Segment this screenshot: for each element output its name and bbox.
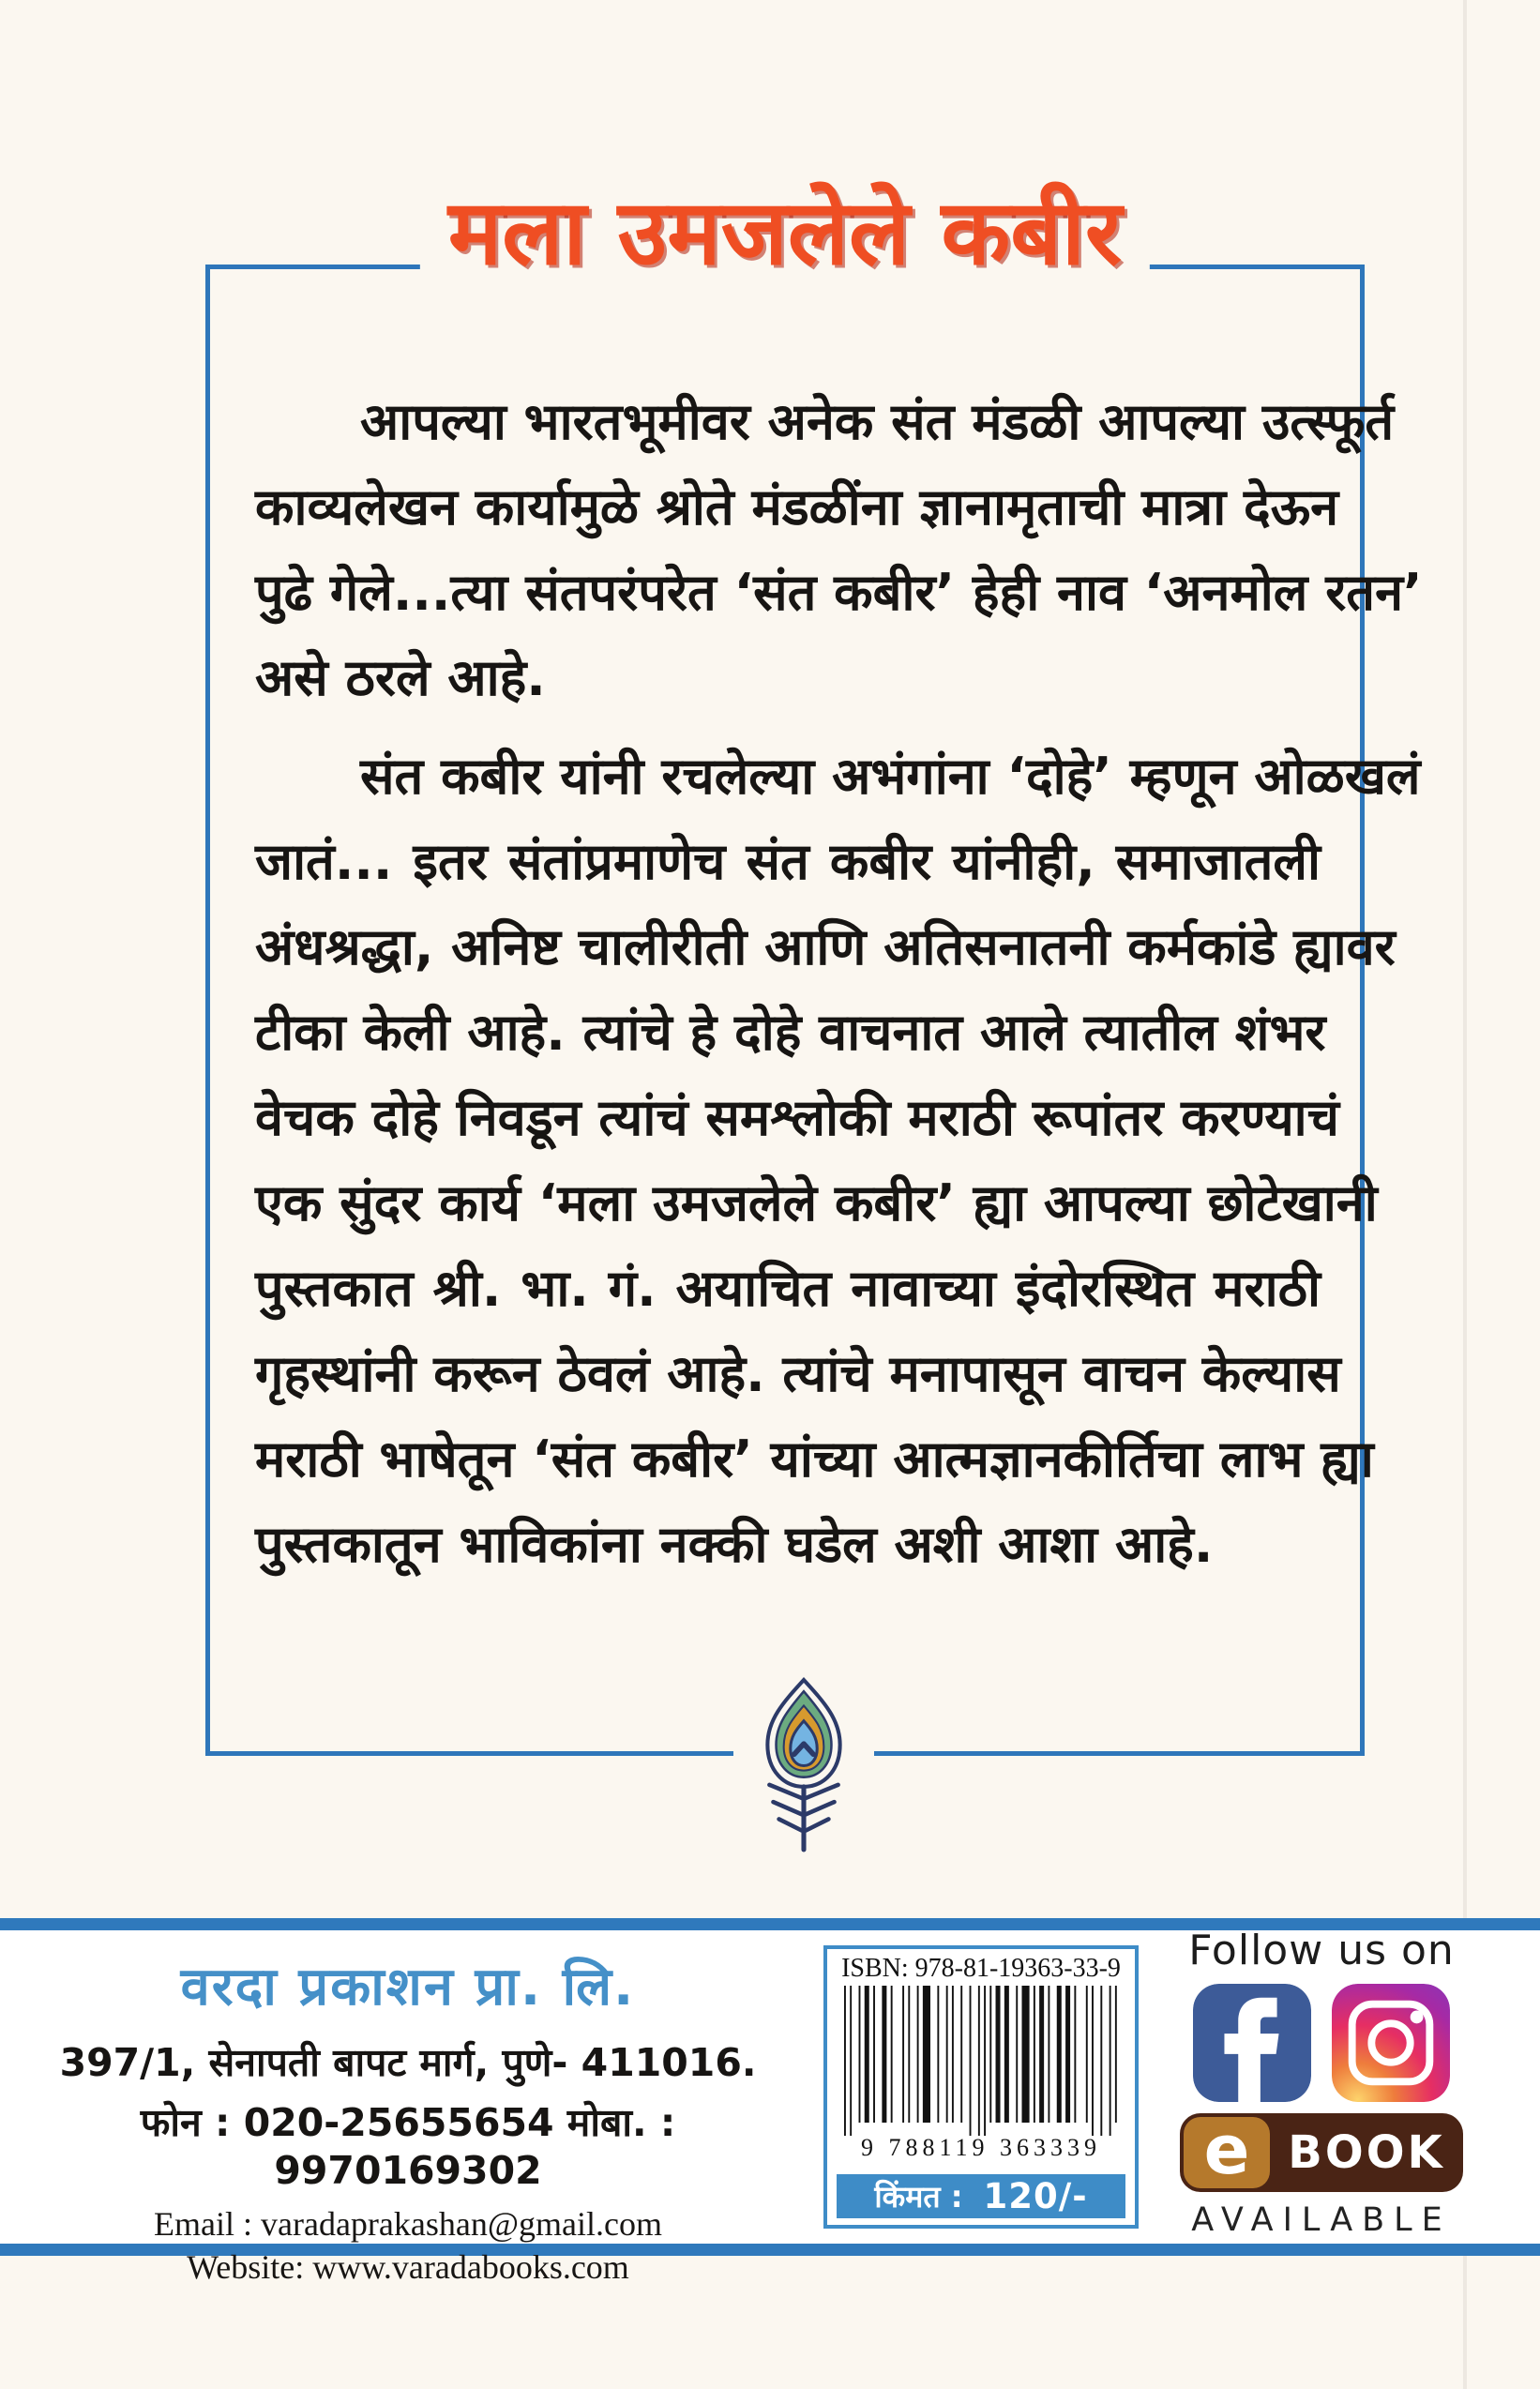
synopsis-text xyxy=(255,379,1423,1587)
facebook-icon xyxy=(1193,1984,1311,2102)
synopsis-line: आपल्या भारतभूमीवर अनेक संत मंडळी आपल्या उत्स्फूर्त xyxy=(360,392,1395,451)
synopsis-line: गृहस्थांनी करून ठेवलं आहे. त्यांचे मनापासून वाचन केल्यास xyxy=(255,1344,1341,1403)
ebook-e-icon: e xyxy=(1184,2117,1270,2188)
publisher-email: Email : varadaprakashan@gmail.com xyxy=(154,2205,662,2243)
ebook-badge xyxy=(1180,2110,1463,2192)
synopsis-line: मराठी भाषेतून ‘संत कबीर’ यांच्या आत्मज्ञानकीर्तिचा लाभ ह्या xyxy=(255,1429,1374,1489)
social-column xyxy=(1169,1927,1474,2239)
price-strip xyxy=(837,2174,1125,2218)
ebook-available-label: AVAILABLE xyxy=(1191,2201,1452,2239)
peacock-feather-icon xyxy=(747,1670,861,1862)
synopsis-line: संत कबीर यांनी रचलेल्या अभंगांना ‘दोहे’ म्हणून ओळखलं xyxy=(360,747,1421,806)
publisher-phone: फोन : 020-25655654 मोबा. : 9970169302 xyxy=(140,2100,676,2193)
barcode-digits: 9 788119 363339 xyxy=(860,2134,1102,2161)
synopsis-line: जातं... इतर संतांप्रमाणेच संत कबीर यांनीही, समाजातली xyxy=(255,832,1321,891)
social-icons-row xyxy=(1169,1984,1474,2102)
synopsis-line: पुढे गेले...त्या संतपरंपरेत ‘संत कबीर’ हेही नाव ‘अनमोल रतन’ xyxy=(255,563,1423,622)
synopsis-line: टीका केली आहे. त्यांचे हे दोहे वाचनात आले त्यातील शंभर xyxy=(255,1003,1326,1062)
book-title: मला उमजलेले कबीर xyxy=(420,176,1150,289)
synopsis-line: वेचक दोहे निवडून त्यांचं समश्लोकी मराठी रूपांतर करण्याचं xyxy=(255,1088,1339,1147)
follow-us-heading: Follow us on xyxy=(1188,1927,1455,1974)
price-label: किंमत : xyxy=(874,2179,963,2215)
isbn-label: ISBN: 978-81-19363-33-9 xyxy=(841,1954,1121,1983)
price-value: 120/- xyxy=(983,2176,1088,2216)
publisher-name: वरदा प्रकाशन प्रा. लि. xyxy=(180,1957,636,2018)
peacock-feather-logo xyxy=(733,1670,874,1862)
instagram-icon xyxy=(1332,1984,1450,2102)
ebook-book-label: BOOK xyxy=(1288,2126,1445,2179)
synopsis-line: पुस्तकातून भाविकांना नक्की घडेल अशी आशा आहे. xyxy=(255,1515,1214,1574)
synopsis-line: एक सुंदर कार्य ‘मला उमजलेले कबीर’ ह्या आपल्या छोटेखानी xyxy=(255,1173,1378,1232)
synopsis-line: काव्यलेखन कार्यामुळे श्रोते मंडळींना ज्ञानामृताची मात्रा देऊन xyxy=(255,477,1339,537)
synopsis-line: अंधश्रद्धा, अनिष्ट चालीरीती आणि अतिसनातनी कर्मकांडे ह्यावर xyxy=(255,917,1396,976)
publisher-block xyxy=(38,1949,778,2287)
publisher-website: Website: www.varadabooks.com xyxy=(187,2248,629,2286)
publisher-address: 397/1, सेनापती बापट मार्ग, पुणे- 411016. xyxy=(59,2040,757,2085)
isbn-barcode-panel xyxy=(823,1945,1139,2229)
synopsis-line: पुस्तकात श्री. भा. गं. अयाचित नावाच्या इंदोरस्थित मराठी xyxy=(255,1259,1321,1318)
synopsis-line: असे ठरले आहे. xyxy=(255,648,546,707)
barcode xyxy=(844,1986,1118,2136)
